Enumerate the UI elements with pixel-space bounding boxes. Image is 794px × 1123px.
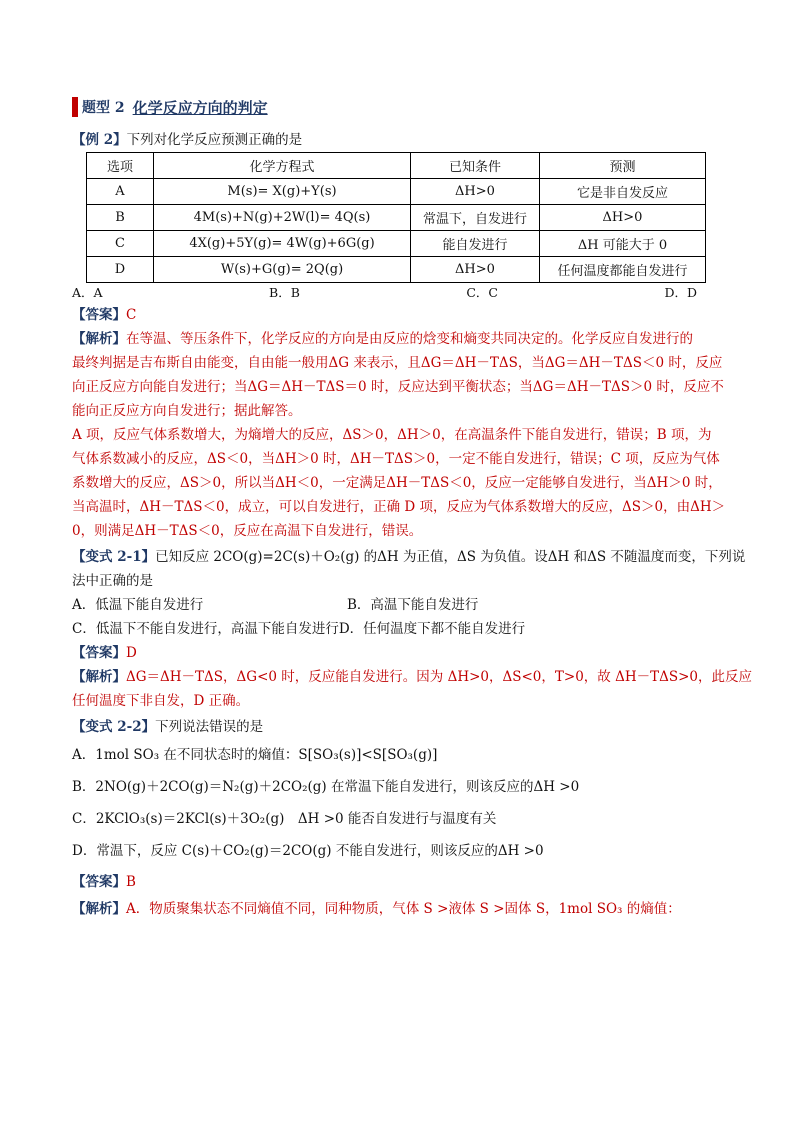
- table-cell: ΔH>0: [411, 257, 540, 283]
- example-2-options: [72, 283, 697, 303]
- table-cell: ΔH>0: [540, 205, 706, 231]
- table-cell: A: [87, 179, 154, 205]
- variant-2-2: [72, 715, 722, 921]
- option-b: B．2NO(g)＋2CO(g)＝N₂(g)＋2CO₂(g) 在常温下能自发进行，则该反应的ΔH >0: [72, 779, 580, 795]
- table-row: [87, 231, 706, 257]
- answer-tag: 【答案】: [72, 307, 126, 323]
- table-cell: 能自发进行: [411, 231, 540, 257]
- table-cell: ΔH>0: [411, 179, 540, 205]
- option-c: C．2KClO₃(s)＝2KCl(s)＋3O₂(g) ΔH >0 能否自发进行与温度有关: [72, 811, 497, 827]
- option-a: A．A: [72, 285, 103, 300]
- table-cell: 常温下，自发进行: [411, 205, 540, 231]
- analysis-text: ΔG＝ΔH－TΔS，ΔG<0 时，反应能自发进行。因为 ΔH>0，ΔS<0，T>0，故 ΔH－TΔS>0，此反应: [126, 669, 753, 685]
- option-b: B．高温下能自发进行: [347, 597, 479, 613]
- example-2-question: [72, 128, 722, 152]
- analysis-line: 0，则满足ΔH－TΔS＜0，反应在高温下自发进行，错误。: [72, 523, 423, 539]
- option-c: C．低温下不能自发进行，高温下能自发进行: [72, 621, 339, 637]
- variant-2-1-options-row1: [72, 593, 722, 617]
- question-text: 下列说法错误的是: [155, 719, 264, 735]
- variant-2-1-question: [72, 545, 746, 569]
- heading-title: 化学反应方向的判定: [132, 98, 268, 117]
- analysis-line: 任何温度下非自发，D 正确。: [72, 693, 250, 709]
- analysis-line: 向正反应方向能自发进行；当ΔG＝ΔH－TΔS＝0 时，反应达到平衡状态；当ΔG＝ΔH－TΔS＞0 时，反应不: [72, 379, 724, 395]
- example-2-question-text: 下列对化学反应预测正确的是: [126, 132, 303, 148]
- table-header: 化学方程式: [154, 153, 411, 179]
- table-cell: 4X(g)+5Y(g)= 4W(g)+6G(g): [154, 231, 411, 257]
- table-row: [87, 257, 706, 283]
- table-cell: C: [87, 231, 154, 257]
- question-text-line2: 法中正确的是: [72, 573, 153, 589]
- analysis-line: 气体系数减小的反应，ΔS＜0，当ΔH＞0 时，ΔH－TΔS＞0，一定不能自发进行，错误；C 项，反应为气体: [72, 451, 720, 467]
- variant-2-2-analysis: [72, 897, 722, 921]
- variant-2-1-tag: 【变式 2-1】: [72, 549, 156, 565]
- variant-2-1-options-row2: [72, 617, 722, 641]
- table-row: [87, 205, 706, 231]
- analysis-line: 最终判据是吉布斯自由能变，自由能一般用ΔG 来表示，且ΔG＝ΔH－TΔS，当ΔG＝ΔH－TΔS＜0 时，反应: [72, 355, 723, 371]
- analysis-text: 在等温、等压条件下，化学反应的方向是由反应的焓变和熵变共同决定的。化学反应自发进行的: [126, 331, 693, 347]
- table-cell: 4M(s)+N(g)+2W(l)= 4Q(s): [154, 205, 411, 231]
- answer-value: C: [126, 307, 137, 323]
- table-header: 已知条件: [411, 153, 540, 179]
- table-cell: M(s)= X(g)+Y(s): [154, 179, 411, 205]
- table-cell: W(s)+G(g)= 2Q(g): [154, 257, 411, 283]
- table-header-row: [87, 153, 706, 179]
- section-heading: [72, 96, 722, 118]
- table-cell: 任何温度都能自发进行: [540, 257, 706, 283]
- option-d: D．D: [664, 285, 697, 300]
- analysis-text: A．物质聚集状态不同熵值不同，同种物质，气体 S >液体 S >固体 S，1mol SO₃ 的熵值：: [126, 901, 681, 917]
- answer-value: B: [126, 874, 136, 890]
- table-cell: D: [87, 257, 154, 283]
- variant-2-1-analysis: [72, 665, 753, 689]
- example-2-tag: 【例 2】: [72, 132, 127, 148]
- analysis-tag: 【解析】: [72, 669, 126, 685]
- answer-tag: 【答案】: [72, 874, 126, 890]
- answer-value: D: [126, 645, 137, 661]
- option-b: B．B: [269, 285, 300, 300]
- option-a: A．1mol SO₃ 在不同状态时的熵值：S[SO₃(s)]<S[SO₃(g)]: [72, 747, 438, 763]
- table-header: 预测: [540, 153, 706, 179]
- analysis-line: 当高温时，ΔH－TΔS＜0，成立，可以自发进行，正确 D 项，反应为气体系数增大的反应，ΔS＞0，由ΔH＞: [72, 499, 726, 515]
- variant-2-2-question: [72, 715, 722, 739]
- analysis-line: 能向正反应方向自发进行；据此解答。: [72, 403, 302, 419]
- heading-marker: [72, 97, 78, 117]
- option-c: C．C: [466, 285, 498, 300]
- variant-2-1: [72, 545, 753, 713]
- table-header: 选项: [87, 153, 154, 179]
- example-2-answer: [72, 303, 722, 327]
- table-cell: ΔH 可能大于 0: [540, 231, 706, 257]
- table-cell: B: [87, 205, 154, 231]
- table-cell: 它是非自发反应: [540, 179, 706, 205]
- analysis-line: [72, 327, 722, 351]
- variant-2-2-tag: 【变式 2-2】: [72, 719, 156, 735]
- analysis-tag: 【解析】: [72, 901, 126, 917]
- variant-2-1-answer: [72, 641, 722, 665]
- analysis-tag: 【解析】: [72, 331, 126, 347]
- option-a: A．低温下能自发进行: [72, 597, 204, 613]
- table-row: [87, 179, 706, 205]
- option-d: D．任何温度下都不能自发进行: [338, 621, 526, 637]
- example-2-analysis: [72, 327, 726, 543]
- analysis-line: A 项，反应气体系数增大，为熵增大的反应，ΔS＞0，ΔH＞0，在高温条件下能自发进行，错误；B 项，为: [72, 427, 712, 443]
- variant-2-2-answer: [72, 867, 722, 897]
- question-text: 已知反应 2CO(g)=2C(s)＋O₂(g) 的ΔH 为正值，ΔS 为负值。设ΔH 和ΔS 不随温度而变，下列说: [155, 549, 746, 565]
- heading-label: 题型 2: [82, 100, 125, 116]
- document-page: [72, 96, 753, 921]
- option-d: D．常温下，反应 C(s)＋CO₂(g)＝2CO(g) 不能自发进行，则该反应的ΔH >0: [72, 843, 544, 859]
- analysis-line: 系数增大的反应，ΔS＞0，所以当ΔH＜0，一定满足ΔH－TΔS＜0，反应一定能够自发进行，当ΔH＞0 时，: [72, 475, 722, 491]
- answer-tag: 【答案】: [72, 645, 126, 661]
- prediction-table: [86, 152, 706, 283]
